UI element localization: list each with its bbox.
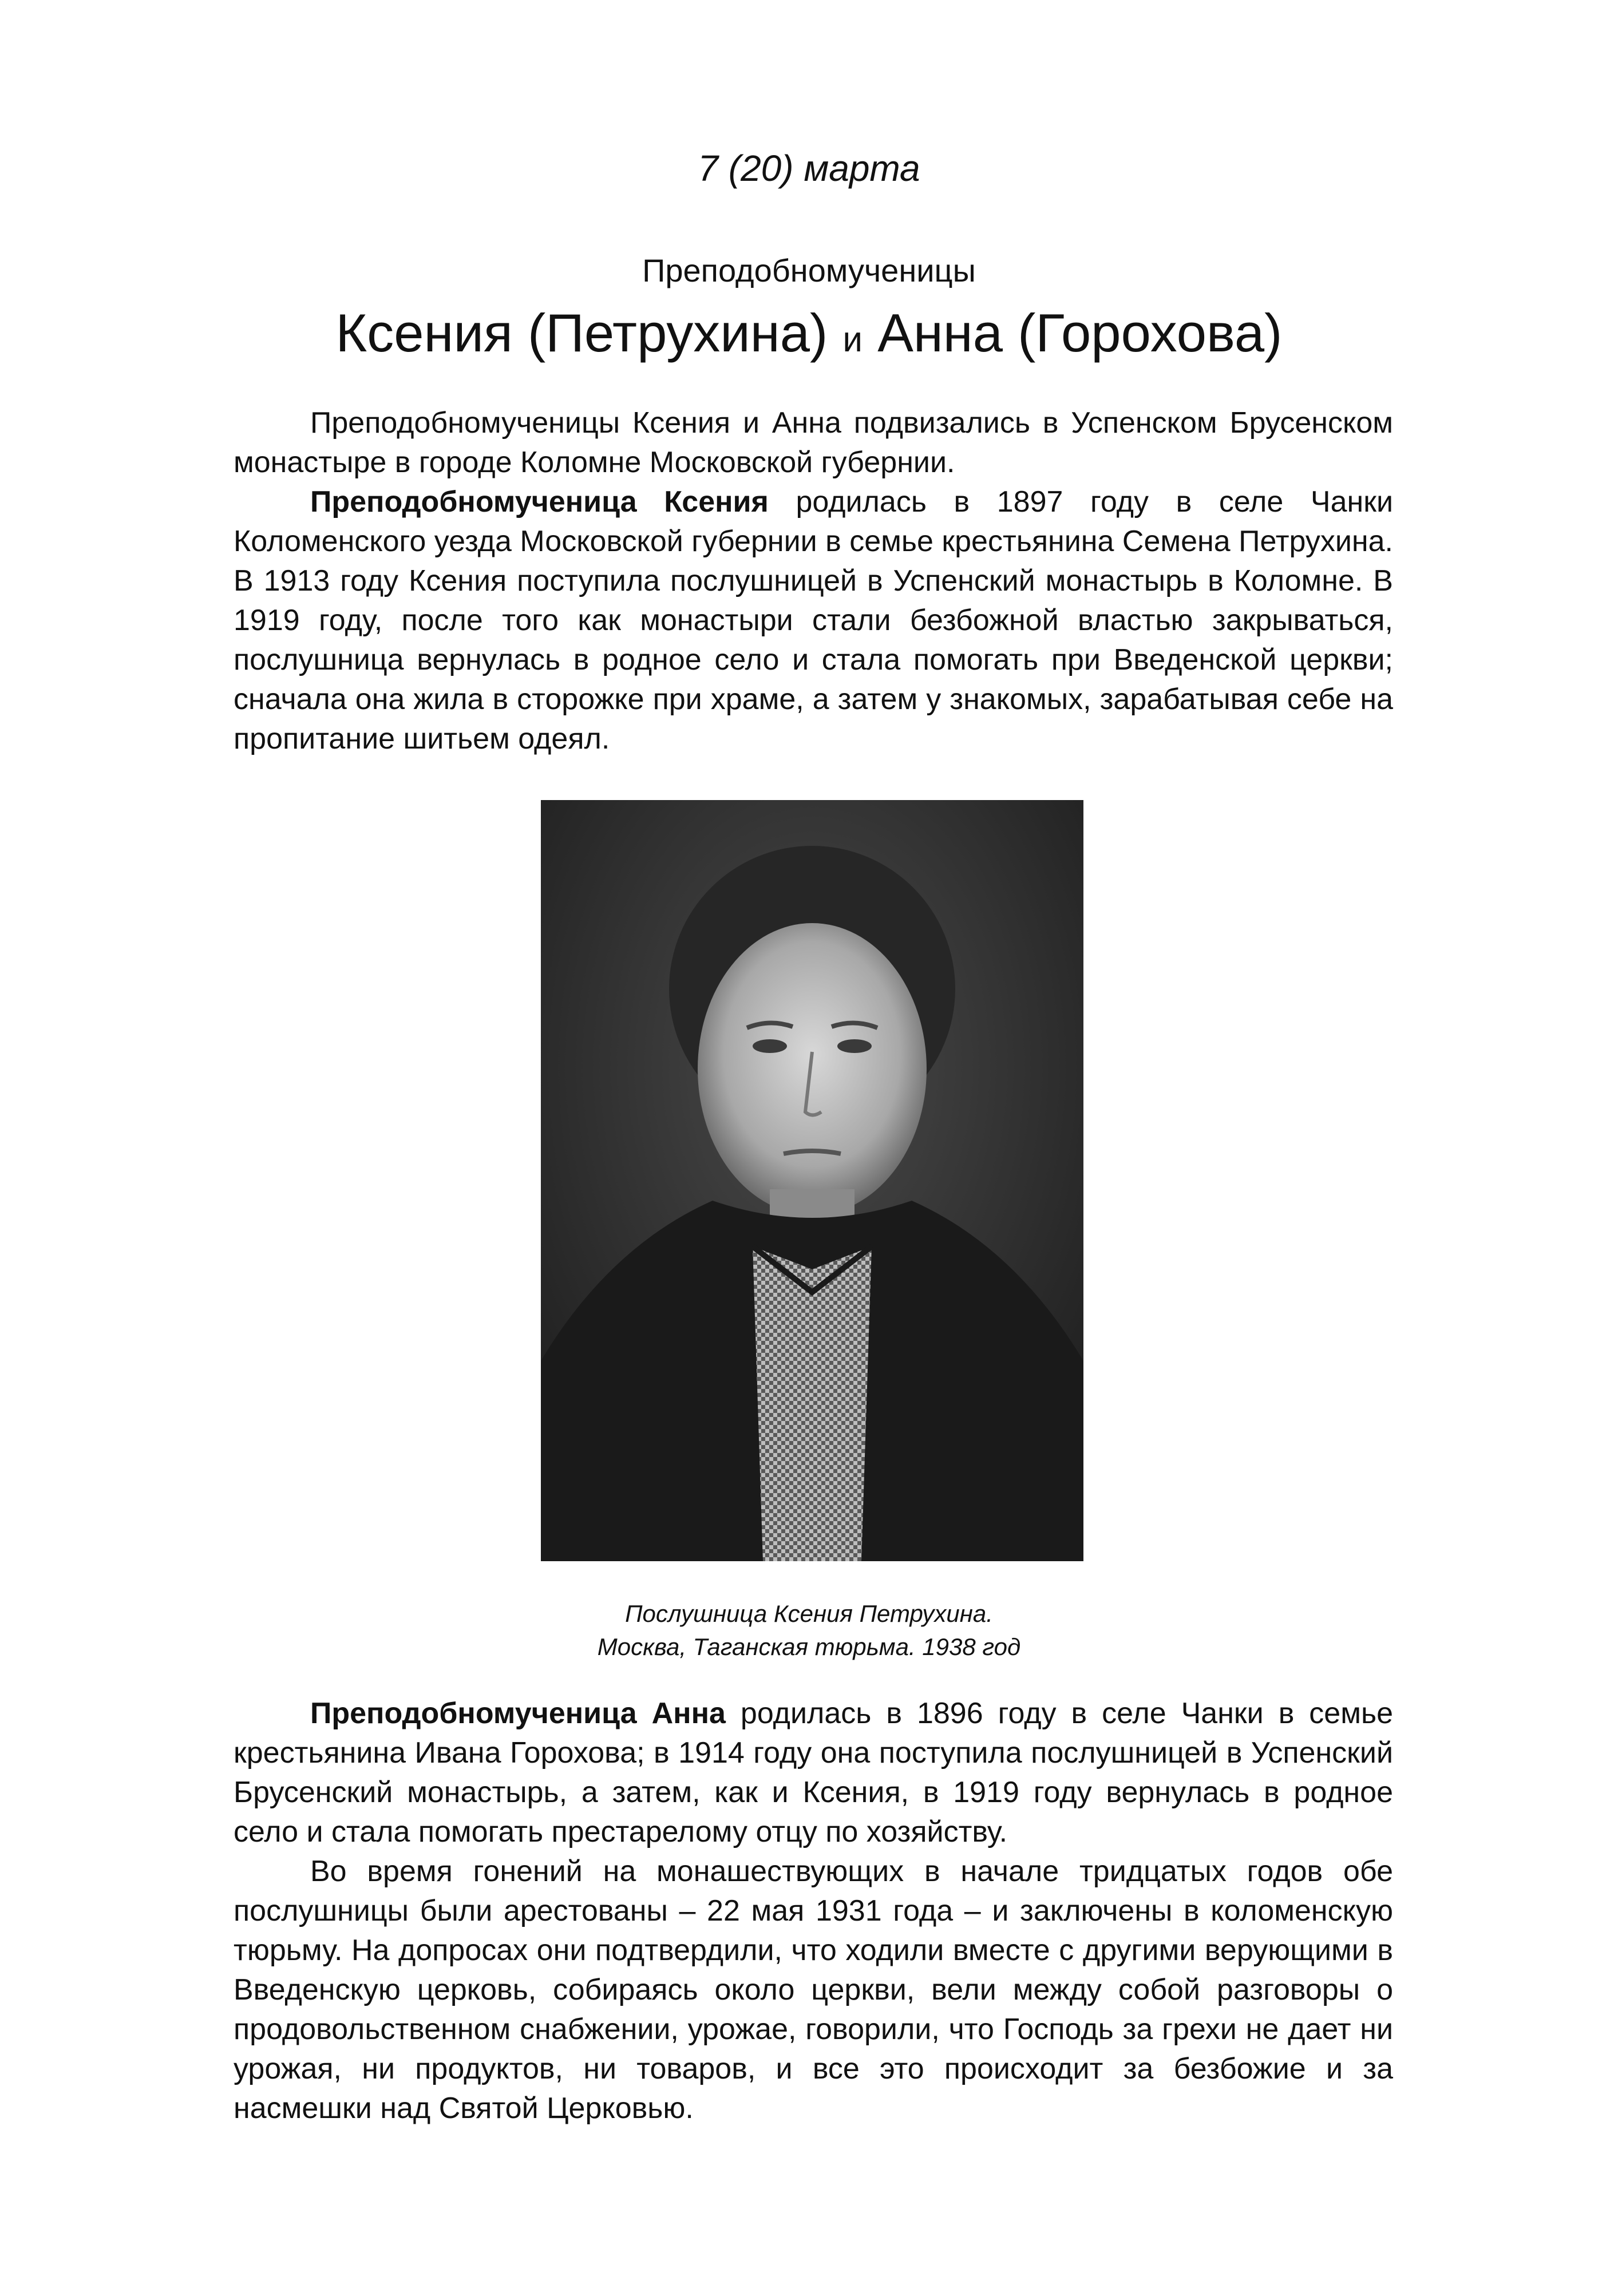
title-conjunction: и [842, 320, 863, 359]
intro-text [234, 403, 1393, 759]
paragraph-anna [234, 1694, 1393, 1852]
page-subtitle: Преподобномученицы [642, 252, 976, 288]
title-name-2: Анна (Горохова) [877, 303, 1283, 363]
caption-line-2: Москва, Таганская тюрьма. 1938 год [597, 1633, 1021, 1660]
paragraph-persecution: Во время гонений на монашествующих в начале тридцатых годов обе послушницы были арестованы – 22 мая 1931 года – и заключены в коломенскую тюрьму. На допросах они подтвердили, что ходили вместе с другими верующими в Введенскую церковь, собираясь около церкви, вели между собой разговоры о продовольственном снабжении, урожае, говорили, что Господь за грехи не дает ни урожая, ни продуктов, ни товаров, и все это происходит за безбожие и за насмешки над Святой Церковью. [234, 1855, 1393, 2125]
ksenia-text: родилась в 1897 году в селе Чанки Коломенского уезда Московской губернии в семье крестьянина Семена Петрухина. В 1913 году Ксения поступила послушницей в Успенский монастырь в Коломне. В 1919 году, после того как монастыри стали безбожной властью закрываться, послушница вернулась в родное село и стала помогать при Введенской церкви; сначала она жила в сторожке при храме, а затем у знакомых, зарабатывая себе на пропитание шитьем одеял. [234, 485, 1393, 755]
anna-text: родилась в 1896 году в селе Чанки в семье крестьянина Ивана Горохова; в 1914 году она поступила послушницей в Успенский Брусенский монастырь, а затем, как и Ксения, в 1919 году вернулась в родное село и стала помогать престарелому отцу по хозяйству. [234, 1697, 1393, 1848]
anna-heading: Преподобномученица Анна [310, 1697, 726, 1730]
caption-line-1: Послушница Ксения Петрухина. [625, 1600, 993, 1627]
paragraph-intro: Преподобномученицы Ксения и Анна подвизались в Успенском Брусенском монастыре в городе Коломне Московской губернии. [234, 406, 1393, 479]
photo-caption [0, 1597, 1618, 1664]
feast-date: 7 (20) марта [698, 148, 920, 189]
page-title [0, 305, 1618, 362]
paragraph-ksenia [234, 482, 1393, 759]
body-text [234, 1694, 1393, 2128]
portrait-photo [541, 800, 1083, 1561]
ksenia-heading: Преподобномученица Ксения [310, 485, 769, 518]
title-name-1: Ксения (Петрухина) [335, 303, 828, 363]
